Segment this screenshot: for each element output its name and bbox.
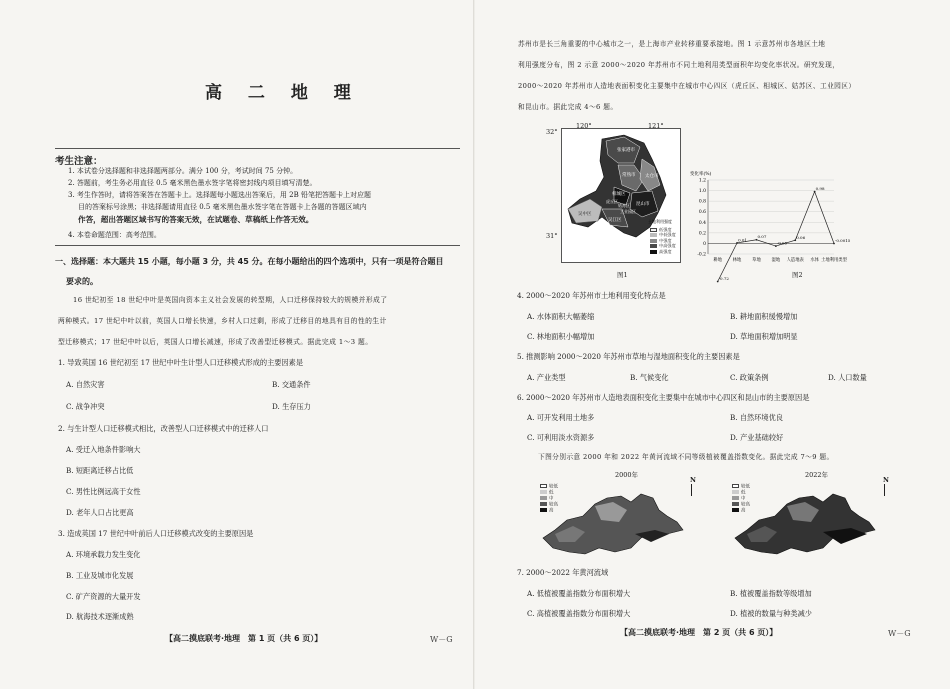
q7-option-c: C. 高植被覆盖指数分布面积增大 xyxy=(527,609,631,618)
map-legend-item-4: 中高强度 xyxy=(650,243,676,248)
map-lat-32: 32° xyxy=(546,128,558,136)
map-2022-north-icon: N xyxy=(883,476,889,484)
section-heading-cont: 要求的。 xyxy=(66,277,98,286)
q7-option-b: B. 植被覆盖指数等级增加 xyxy=(730,589,812,598)
passage-line-1: 16 世纪初至 18 世纪中叶是英国向资本主义社会发展的转型期，人口迁移保持较大的规模并形成了 xyxy=(73,296,388,304)
chart-x-tick-label: 湿地 xyxy=(771,258,781,263)
q3-option-b: B. 工业及城市化发展 xyxy=(66,571,134,580)
question-3: 3. 造成英国 17 世纪中叶前后人口迁移模式改变的主要原因是 xyxy=(58,529,254,538)
map-label-sip: 工业园区 xyxy=(620,209,636,214)
note-2: 2. 答题前，考生务必用直径 0.5 毫米黑色墨水签字笔将密封线内项目填写清楚。 xyxy=(68,179,317,187)
figure-1-caption: 图1 xyxy=(617,271,628,279)
page-footer: 【高二摸底联考·地理 第 1 页（共 6 页）】 xyxy=(165,634,323,643)
passage-line-3: 型迁移模式；17 世纪中叶以后，英国人口增长减速，形成了改善型迁移模式。据此完成 1～3 题。 xyxy=(58,338,373,346)
map-label-kunshan: 昆山市 xyxy=(636,202,650,207)
map-2000-legend-5: 高 xyxy=(540,508,558,514)
q6-option-a: A. 可开发利用土地多 xyxy=(527,413,595,422)
yellow-river-map-2000 xyxy=(535,476,690,561)
q6-option-d: D. 产业基础较好 xyxy=(730,433,784,442)
q3-option-a: A. 环境承载力发生变化 xyxy=(66,550,141,559)
chart-x-tick-label: 人造地表 xyxy=(786,258,804,263)
q7-option-a: A. 低植被覆盖指数分布面积增大 xyxy=(527,589,631,598)
q4-option-d: D. 草地面积增加明显 xyxy=(730,332,798,341)
q4-option-b: B. 耕地面积缓慢增加 xyxy=(730,312,798,321)
map-legend-item-5: 高强度 xyxy=(650,249,676,254)
note-3b: 目的答案标号涂黑；非选择题请用直径 0.5 毫米黑色墨水签字笔在答题卡上各题的答题区域内 xyxy=(78,203,367,211)
r-passage-line-1: 苏州市是长三角重要的中心城市之一，是上海市产业转移重要承接地。图 1 示意苏州市各地区土地 xyxy=(518,40,826,48)
q2-option-a: A. 受迁入地条件影响大 xyxy=(66,445,141,454)
q7-option-d: D. 植被的数量与种类减少 xyxy=(730,609,812,618)
chart-y-tick-label: 0.6 xyxy=(698,210,706,216)
map-label-changshu: 常熟市 xyxy=(622,173,636,178)
note-3c: 作答，超出答题区域书写的答案无效，在试题卷、草稿纸上作答无效。 xyxy=(78,215,314,224)
q2-option-d: D. 老年人口占比更高 xyxy=(66,508,134,517)
chart-x-tick-label: 林地 xyxy=(732,258,742,263)
chart-x-tick-label: 水体 xyxy=(810,258,819,263)
question-7: 7. 2000～2022 年黄河流域 xyxy=(517,568,609,577)
notice-heading: 考生注意： xyxy=(55,156,103,167)
map-lon-120: 120° xyxy=(576,122,592,130)
map-2000-svg xyxy=(535,476,690,561)
divider-top xyxy=(55,148,460,149)
passage-7-9: 下图分别示意 2000 年和 2022 年黄河流域不同等级植被覆盖指数变化。据此完成 7～9 题。 xyxy=(538,453,834,461)
map-label-xiangcheng: 相城区 xyxy=(612,192,626,197)
q5-option-b: B. 气候变化 xyxy=(630,373,669,382)
right-page xyxy=(475,0,950,689)
page-title: 高 二 地 理 xyxy=(205,83,361,103)
chart-ylabel: 变化率(%) xyxy=(690,172,712,177)
figure-2-caption: 图2 xyxy=(792,271,803,279)
map-2022-svg xyxy=(727,476,882,561)
chart-x-ticks xyxy=(713,256,847,263)
map-2000-legend-3: 中 xyxy=(540,496,558,502)
map-label-wujiang: 吴江区 xyxy=(608,218,622,223)
q1-option-c: C. 战争冲突 xyxy=(66,402,105,411)
footer-code-2: W－G xyxy=(888,629,911,638)
q2-option-c: C. 男性比例远高于女性 xyxy=(66,487,141,496)
map-2022-legend-2: 低 xyxy=(732,490,750,496)
map-label-wuzhong: 吴中区 xyxy=(578,212,592,217)
chart-data-label: 0.98 xyxy=(815,186,825,192)
chart-y-tick-label: -0.2 xyxy=(697,252,706,258)
map-2000-year: 2000年 xyxy=(615,471,639,479)
page-footer-2: 【高二摸底联考·地理 第 2 页（共 6 页）】 xyxy=(620,628,778,637)
q5-option-d: D. 人口数量 xyxy=(828,373,867,382)
chart-data-label: 0.06 xyxy=(796,234,806,240)
q1-option-b: B. 交通条件 xyxy=(272,380,311,389)
r-passage-line-2: 利用强度分布，图 2 示意 2000～2020 年苏州市不同土地利用类型面积年均变化率状况。研究发现， xyxy=(518,61,840,69)
chart-data-label: -0.0015 xyxy=(835,238,851,244)
yellow-river-map-2022 xyxy=(727,476,882,561)
map-legend xyxy=(650,227,676,254)
q6-option-c: C. 可利用淡水资源多 xyxy=(527,433,595,442)
chart-y-tick-label: 1.2 xyxy=(698,178,706,184)
divider-bottom xyxy=(55,245,460,246)
map-2000-legend-4: 较高 xyxy=(540,502,558,508)
chart-x-tick-label: 土地利用类型 xyxy=(821,258,847,263)
map-label-taicang: 太仓市 xyxy=(645,174,659,179)
q3-option-d: D. 航海技术逐渐成熟 xyxy=(66,612,134,621)
note-4: 4. 本卷命题范围：高考范围。 xyxy=(68,231,161,239)
map-lat-31: 31° xyxy=(546,232,558,240)
map-lon-121: 121° xyxy=(648,122,664,130)
map-label-huqiu: 虎丘区 xyxy=(606,199,618,204)
question-5: 5. 推测影响 2000～2020 年苏州市草地与湿地面积变化的主要因素是 xyxy=(517,352,740,361)
chart-data-label: 0.07 xyxy=(757,234,767,240)
r-passage-line-3: 2000～2020 年苏州市人造地表面积变化主要集中在城市中心四区（虎丘区、相城区、姑苏区、工业园区） xyxy=(518,82,856,90)
map-legend-item-3: 中强度 xyxy=(650,238,676,243)
map-2022-legend-3: 中 xyxy=(732,496,750,502)
map-2000-legend-2: 低 xyxy=(540,490,558,496)
map-legend-item-2: 中低强度 xyxy=(650,232,676,237)
question-4: 4. 2000～2020 年苏州市土地利用变化特点是 xyxy=(517,291,666,300)
footer-code: W－G xyxy=(430,635,453,644)
note-3: 3. 考生作答时，请将答案答在答题卡上。选择题每小题选出答案后，用 2B 铅笔把答题卡上对应题 xyxy=(68,191,371,199)
map-2022-legend-1: 较低 xyxy=(732,484,750,490)
chart-data-label: -0.72 xyxy=(718,275,729,281)
chart-x-tick-label: 耕地 xyxy=(713,258,722,263)
question-6: 6. 2000～2020 年苏州市人造地表面积变化主要集中在城市中心四区和昆山市的主要原因是 xyxy=(517,393,810,402)
question-1: 1. 导致英国 16 世纪初至 17 世纪中叶生计型人口迁移模式形成的主要因素是 xyxy=(58,358,304,367)
chart-y-tick-label: 0.8 xyxy=(698,199,706,205)
chart-y-tick-label: 0.2 xyxy=(698,231,706,237)
chart-y-tick-label: 0.4 xyxy=(698,220,706,226)
chart-data-label: 0.01 xyxy=(738,237,747,243)
chart-data-label: -0.05 xyxy=(776,240,788,246)
map-2000-north-arrow-icon xyxy=(691,484,692,496)
map-2000-north-icon: N xyxy=(690,476,696,484)
land-use-intensity-map xyxy=(561,128,681,263)
map-label-gusu: 姑苏区 xyxy=(618,203,630,208)
question-2: 2. 与生计型人口迁移模式相比，改善型人口迁移模式中的迁移人口 xyxy=(58,424,269,433)
map-2000-legend-1: 较低 xyxy=(540,484,558,490)
map-legend-item-1: 低强度 xyxy=(650,227,676,232)
r-passage-line-4: 和昆山市。据此完成 4～6 题。 xyxy=(518,103,618,111)
note-1: 1. 本试卷分选择题和非选择题两部分。满分 100 分，考试时间 75 分钟。 xyxy=(68,167,298,175)
q4-option-c: C. 林地面积小幅增加 xyxy=(527,332,595,341)
map-2022-legend xyxy=(732,484,750,514)
q1-option-a: A. 自然灾害 xyxy=(66,380,105,389)
q6-option-b: B. 自然环境优良 xyxy=(730,413,783,422)
map-2022-year: 2022年 xyxy=(805,471,829,479)
passage-line-2: 两种模式。17 世纪中叶以前，英国人口增长快速，乡村人口过剩，形成了迁移目的地具有目的性的生计 xyxy=(58,317,387,325)
chart-y-tick-label: 0 xyxy=(703,241,706,247)
q4-option-a: A. 水体面积大幅萎缩 xyxy=(527,312,595,321)
map-2000-legend xyxy=(540,484,558,514)
map-2022-legend-4: 较高 xyxy=(732,502,750,508)
q3-option-c: C. 矿产资源的大量开发 xyxy=(66,592,141,601)
map-2022-north-arrow-icon xyxy=(884,484,885,496)
q2-option-b: B. 短距离迁移占比低 xyxy=(66,466,134,475)
map-2022-legend-5: 高 xyxy=(732,508,750,514)
chart-y-axis xyxy=(697,178,708,258)
map-label-zhangjiagang: 张家港市 xyxy=(617,148,635,153)
chart-y-tick-label: 1.0 xyxy=(698,189,706,195)
q5-option-c: C. 政策条例 xyxy=(730,373,769,382)
section-heading: 一、选择题：本大题共 15 小题，每小题 3 分，共 45 分。在每小题给出的四个选项中，只有一项是符合题目 xyxy=(55,257,444,266)
chart-series-line xyxy=(718,192,834,282)
chart-x-tick-label: 草地 xyxy=(752,258,761,263)
map-legend-title: 土地利用强度 xyxy=(648,219,672,224)
q1-option-d: D. 生存压力 xyxy=(272,402,311,411)
q5-option-a: A. 产业类型 xyxy=(527,373,566,382)
